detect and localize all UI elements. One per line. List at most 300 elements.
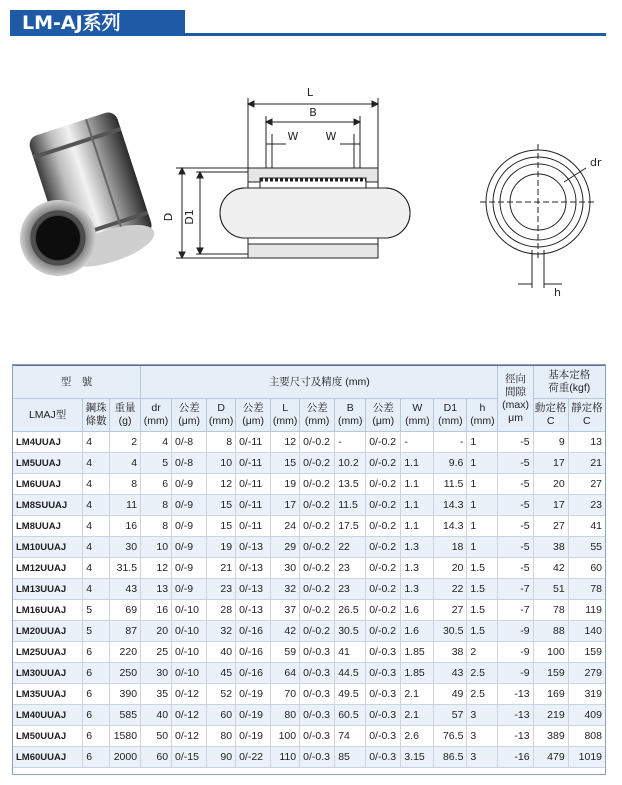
header-B: B (mm) <box>335 399 366 432</box>
header-tol2: 公差 (μm) <box>236 399 271 432</box>
table-cell: 70 <box>271 684 300 705</box>
table-cell: 12 <box>141 558 172 579</box>
table-cell: 5 <box>83 621 110 642</box>
table-cell: - <box>401 432 434 453</box>
table-cell: 4 <box>83 558 110 579</box>
table-cell: 12 <box>207 474 236 495</box>
table-cell: 2 <box>110 432 141 453</box>
table-cell: 0/-0.2 <box>366 537 401 558</box>
table-cell: 4 <box>83 453 110 474</box>
table-cell: 1.85 <box>401 642 434 663</box>
title-underline <box>185 10 606 36</box>
table-cell: 30 <box>141 663 172 684</box>
header-tol1: 公差 (μm) <box>172 399 207 432</box>
table-cell: 0/-0.3 <box>366 705 401 726</box>
table-cell: 0/-0.2 <box>366 621 401 642</box>
table-cell: -5 <box>498 453 533 474</box>
table-cell: 0/-16 <box>236 621 271 642</box>
table-cell: 78 <box>568 579 605 600</box>
model-cell: LM13UUAJ <box>13 579 83 600</box>
header-main-dims: 主要尺寸及精度 (mm) <box>141 365 498 399</box>
table-cell: 0/-0.3 <box>300 747 335 768</box>
model-cell: LM10UUAJ <box>13 537 83 558</box>
table-cell: 51 <box>533 579 568 600</box>
table-cell: 55 <box>568 537 605 558</box>
table-cell: 0/-9 <box>172 474 207 495</box>
label-h: h <box>554 286 561 297</box>
table-cell: 0/-9 <box>172 579 207 600</box>
table-row <box>13 684 606 705</box>
table-cell: 479 <box>533 747 568 768</box>
model-cell: LM4UUAJ <box>13 432 83 453</box>
table-cell: 0/-9 <box>172 495 207 516</box>
table-cell: 6 <box>83 642 110 663</box>
table-cell: 15 <box>271 453 300 474</box>
table-cell: 23 <box>335 579 366 600</box>
table-cell: 30 <box>271 558 300 579</box>
table-cell: 32 <box>207 621 236 642</box>
table-cell: 1 <box>467 495 498 516</box>
header-dr: dr (mm) <box>141 399 172 432</box>
table-cell: 0/-0.2 <box>300 537 335 558</box>
table-cell: 10 <box>141 537 172 558</box>
table-cell: 26.5 <box>335 600 366 621</box>
table-cell: 3 <box>467 747 498 768</box>
table-cell: 38 <box>533 537 568 558</box>
model-cell: LM60UUAJ <box>13 747 83 768</box>
table-cell: 100 <box>271 726 300 747</box>
table-cell: 0/-11 <box>236 432 271 453</box>
table-cell: 0/-0.2 <box>300 474 335 495</box>
table-cell: 90 <box>207 747 236 768</box>
table-cell: 3 <box>467 705 498 726</box>
table-cell: 0/-16 <box>236 642 271 663</box>
table-cell: 1 <box>467 537 498 558</box>
header-tol4: 公差 (μm) <box>366 399 401 432</box>
label-W-right: W <box>325 130 337 143</box>
table-cell: 14.3 <box>434 495 467 516</box>
table-cell: 80 <box>271 705 300 726</box>
table-cell: 0/-0.2 <box>300 621 335 642</box>
table-cell: 0/-0.3 <box>366 642 401 663</box>
table-cell: 64 <box>271 663 300 684</box>
table-cell: 0/-0.2 <box>366 453 401 474</box>
table-cell: 0/-13 <box>236 579 271 600</box>
table-cell: 49.5 <box>335 684 366 705</box>
table-cell: 0/-0.2 <box>366 579 401 600</box>
table-cell: -5 <box>498 537 533 558</box>
table-cell: 1.6 <box>401 621 434 642</box>
table-cell: 0/-19 <box>236 684 271 705</box>
table-cell: 85 <box>335 747 366 768</box>
table-cell: 17 <box>533 495 568 516</box>
table-cell: 1.3 <box>401 579 434 600</box>
table-cell: 0/-0.3 <box>300 705 335 726</box>
table-cell: 40 <box>207 642 236 663</box>
table-cell: 1.1 <box>401 516 434 537</box>
table-cell: 1 <box>467 516 498 537</box>
table-cell: 0/-0.3 <box>366 684 401 705</box>
table-cell: 78 <box>533 600 568 621</box>
table-cell: 0/-11 <box>236 516 271 537</box>
table-cell: -13 <box>498 684 533 705</box>
model-cell: LM8SUUAJ <box>13 495 83 516</box>
header-h: h (mm) <box>467 399 498 432</box>
table-cell: 41 <box>568 516 605 537</box>
table-cell: 119 <box>568 600 605 621</box>
table-cell: 43 <box>434 663 467 684</box>
table-cell: 4 <box>83 537 110 558</box>
table-cell: 0/-8 <box>172 453 207 474</box>
table-cell: 389 <box>533 726 568 747</box>
table-cell: 6 <box>141 474 172 495</box>
table-cell: 6 <box>83 747 110 768</box>
label-W-left: W <box>287 130 299 143</box>
table-cell: 0/-10 <box>172 663 207 684</box>
table-cell: 10 <box>207 453 236 474</box>
label-D1: D1 <box>183 209 196 225</box>
table-cell: 17 <box>533 453 568 474</box>
table-cell: 0/-11 <box>236 495 271 516</box>
table-row <box>13 600 606 621</box>
table-cell: 38 <box>434 642 467 663</box>
table-cell: 1019 <box>568 747 605 768</box>
header-radial-clearance <box>498 365 533 432</box>
table-cell: 11.5 <box>434 474 467 495</box>
table-cell: 29 <box>271 537 300 558</box>
table-cell: 25 <box>141 642 172 663</box>
table-row <box>13 516 606 537</box>
table-row <box>13 705 606 726</box>
table-cell: -13 <box>498 726 533 747</box>
model-cell: LM50UUAJ <box>13 726 83 747</box>
table-cell: 4 <box>141 432 172 453</box>
header-model-group: 型 號 <box>13 365 141 399</box>
table-cell: 86.5 <box>434 747 467 768</box>
table-cell: 0/-0.2 <box>300 516 335 537</box>
table-cell: 8 <box>141 495 172 516</box>
table-cell: 69 <box>110 600 141 621</box>
table-cell: 44.5 <box>335 663 366 684</box>
header-D: D (mm) <box>207 399 236 432</box>
table-cell: 0/-0.3 <box>366 747 401 768</box>
table-cell: 0/-11 <box>236 474 271 495</box>
table-cell: 110 <box>271 747 300 768</box>
table-cell: 13.5 <box>335 474 366 495</box>
table-cell: 20 <box>434 558 467 579</box>
table-cell: 49 <box>434 684 467 705</box>
header-L: L (mm) <box>271 399 300 432</box>
header-balls: 鋼珠 條數 <box>83 399 110 432</box>
table-cell: 0/-10 <box>172 642 207 663</box>
table-cell: 0/-0.2 <box>300 453 335 474</box>
table-cell: 1 <box>467 474 498 495</box>
table-cell: 6 <box>83 705 110 726</box>
table-cell: 0/-0.2 <box>366 558 401 579</box>
model-cell: LM20UUAJ <box>13 621 83 642</box>
table-cell: 21 <box>568 453 605 474</box>
page-title: LM-AJ系列 <box>22 12 121 34</box>
table-cell: 15 <box>207 495 236 516</box>
table-cell: -5 <box>498 474 533 495</box>
table-cell: 0/-12 <box>172 705 207 726</box>
table-cell: 219 <box>533 705 568 726</box>
table-cell: 0/-0.2 <box>366 432 401 453</box>
header-dynamic: 動定格 C <box>533 399 568 432</box>
table-row <box>13 663 606 684</box>
table-cell: 5 <box>141 453 172 474</box>
header-load-rating-text: 基本定格 荷重(kgf) <box>548 369 591 394</box>
table-cell: 43 <box>110 579 141 600</box>
table-row <box>13 495 606 516</box>
table-cell: 2.1 <box>401 705 434 726</box>
table-cell: 45 <box>207 663 236 684</box>
table-cell: 40 <box>141 705 172 726</box>
table-cell: 11 <box>110 495 141 516</box>
table-cell: 0/-19 <box>236 726 271 747</box>
table-cell: 59 <box>271 642 300 663</box>
header-weight: 重量 (g) <box>110 399 141 432</box>
table-cell: 0/-0.2 <box>366 495 401 516</box>
table-cell: 22 <box>335 537 366 558</box>
table-cell: -9 <box>498 621 533 642</box>
table-cell: 0/-11 <box>236 453 271 474</box>
table-cell: 27 <box>533 516 568 537</box>
table-cell: 19 <box>271 474 300 495</box>
table-cell: 0/-13 <box>236 537 271 558</box>
table-cell: 1.1 <box>401 495 434 516</box>
table-cell: -7 <box>498 600 533 621</box>
table-cell: 50 <box>141 726 172 747</box>
table-cell: 0/-13 <box>236 600 271 621</box>
table-cell: 2.5 <box>467 684 498 705</box>
table-cell: 409 <box>568 705 605 726</box>
table-cell: 0/-12 <box>172 726 207 747</box>
table-cell: 2.1 <box>401 684 434 705</box>
table-cell: 17.5 <box>335 516 366 537</box>
table-row <box>13 558 606 579</box>
table-cell: 12 <box>271 432 300 453</box>
table-cell: 6 <box>83 726 110 747</box>
table-cell: 23 <box>335 558 366 579</box>
table-cell: -5 <box>498 516 533 537</box>
table-cell: 27 <box>568 474 605 495</box>
table-cell: 0/-8 <box>172 432 207 453</box>
table-cell: -5 <box>498 495 533 516</box>
table-cell: 1.1 <box>401 453 434 474</box>
table-cell: 4 <box>83 516 110 537</box>
table-cell: 390 <box>110 684 141 705</box>
table-cell: 20 <box>533 474 568 495</box>
model-cell: LM5UUAJ <box>13 453 83 474</box>
table-cell: - <box>335 432 366 453</box>
table-cell: 52 <box>207 684 236 705</box>
table-cell: 0/-10 <box>172 621 207 642</box>
table-cell: 6 <box>83 684 110 705</box>
header-D1: D1 (mm) <box>434 399 467 432</box>
table-cell: 9.6 <box>434 453 467 474</box>
table-cell: 0/-9 <box>172 516 207 537</box>
table-cell: 9 <box>533 432 568 453</box>
table-cell: 1.3 <box>401 558 434 579</box>
table-cell: 87 <box>110 621 141 642</box>
table-row <box>13 453 606 474</box>
table-cell: 11.5 <box>335 495 366 516</box>
table-cell: -5 <box>498 558 533 579</box>
table-cell: 28 <box>207 600 236 621</box>
table-cell: 15 <box>207 516 236 537</box>
model-cell: LM35UUAJ <box>13 684 83 705</box>
table-cell: 1.5 <box>467 558 498 579</box>
bearing-photo <box>8 100 166 278</box>
table-cell: 42 <box>533 558 568 579</box>
table-cell: 42 <box>271 621 300 642</box>
table-cell: 585 <box>110 705 141 726</box>
table-cell: 0/-0.2 <box>300 558 335 579</box>
model-cell: LM30UUAJ <box>13 663 83 684</box>
table-cell: 319 <box>568 684 605 705</box>
table-cell: -13 <box>498 705 533 726</box>
table-cell: 0/-0.3 <box>366 726 401 747</box>
table-cell: 2 <box>467 642 498 663</box>
table-cell: 80 <box>207 726 236 747</box>
table-cell: -7 <box>498 579 533 600</box>
table-cell: 3.15 <box>401 747 434 768</box>
table-cell: 24 <box>271 516 300 537</box>
label-L: L <box>306 86 314 99</box>
table-cell: 4 <box>83 579 110 600</box>
table-cell: 1 <box>467 432 498 453</box>
table-cell: 8 <box>141 516 172 537</box>
table-cell: 74 <box>335 726 366 747</box>
table-cell: 0/-0.2 <box>300 579 335 600</box>
table-cell: -16 <box>498 747 533 768</box>
table-cell: 0/-10 <box>172 600 207 621</box>
table-cell: 60.5 <box>335 705 366 726</box>
title-bar <box>10 10 606 36</box>
table-cell: 88 <box>533 621 568 642</box>
model-cell: LM6UUAJ <box>13 474 83 495</box>
table-cell: -9 <box>498 642 533 663</box>
table-row <box>13 621 606 642</box>
table-cell: 0/-16 <box>236 663 271 684</box>
label-B: B <box>309 106 317 119</box>
table-cell: 0/-0.2 <box>366 600 401 621</box>
table-cell: 18 <box>434 537 467 558</box>
table-cell: 14.3 <box>434 516 467 537</box>
table-cell: 0/-12 <box>172 684 207 705</box>
table-cell: 41 <box>335 642 366 663</box>
table-cell: 76.5 <box>434 726 467 747</box>
table-cell: 0/-22 <box>236 747 271 768</box>
table-cell: 30 <box>110 537 141 558</box>
table-cell: 30.5 <box>434 621 467 642</box>
table-row <box>13 579 606 600</box>
table-cell: 4 <box>83 432 110 453</box>
table-cell: 31.5 <box>110 558 141 579</box>
table-cell: 1.3 <box>401 537 434 558</box>
table-cell: 35 <box>141 684 172 705</box>
model-cell: LM40UUAJ <box>13 705 83 726</box>
table-cell: 100 <box>533 642 568 663</box>
table-cell: 4 <box>83 474 110 495</box>
table-cell: 0/-0.2 <box>300 495 335 516</box>
bearing-drawing <box>160 72 610 297</box>
table-cell: 1 <box>467 453 498 474</box>
table-cell: 2000 <box>110 747 141 768</box>
table-cell: 4 <box>83 495 110 516</box>
table-cell: 13 <box>568 432 605 453</box>
model-cell: LM8UUAJ <box>13 516 83 537</box>
table-cell: 1.85 <box>401 663 434 684</box>
table-cell: 60 <box>141 747 172 768</box>
table-cell: 159 <box>533 663 568 684</box>
table-cell: 140 <box>568 621 605 642</box>
table-cell: 1.5 <box>467 579 498 600</box>
label-dr: dr <box>590 156 602 169</box>
table-cell: 1.6 <box>401 600 434 621</box>
table-cell: 159 <box>568 642 605 663</box>
table-cell: 1.1 <box>401 474 434 495</box>
table-cell: 4 <box>110 453 141 474</box>
header-tol3: 公差 (mm) <box>300 399 335 432</box>
table-cell: 0/-0.3 <box>300 684 335 705</box>
table-row <box>13 474 606 495</box>
table-cell: 0/-0.2 <box>366 516 401 537</box>
table-cell: 20 <box>141 621 172 642</box>
table-cell: 0/-19 <box>236 705 271 726</box>
table-cell: 60 <box>207 705 236 726</box>
table-cell: 1.5 <box>467 600 498 621</box>
table-cell: 808 <box>568 726 605 747</box>
table-cell: 23 <box>568 495 605 516</box>
table-cell: 2.5 <box>467 663 498 684</box>
model-cell: LM25UUAJ <box>13 642 83 663</box>
table-cell: 8 <box>207 432 236 453</box>
table-cell: 0/-0.3 <box>300 642 335 663</box>
table-cell: 2.6 <box>401 726 434 747</box>
table-cell: 279 <box>568 663 605 684</box>
table-cell: 3 <box>467 726 498 747</box>
spec-table-body <box>13 432 606 768</box>
header-W: W (mm) <box>401 399 434 432</box>
table-cell: 0/-9 <box>172 537 207 558</box>
header-model: LMAJ型 <box>13 399 83 432</box>
table-cell: 250 <box>110 663 141 684</box>
table-cell: - <box>434 432 467 453</box>
table-cell: 0/-0.2 <box>300 432 335 453</box>
table-cell: -5 <box>498 432 533 453</box>
table-cell: 13 <box>141 579 172 600</box>
table-row <box>13 537 606 558</box>
table-cell: 1580 <box>110 726 141 747</box>
table-cell: 6 <box>83 663 110 684</box>
table-row <box>13 747 606 768</box>
table-cell: 30.5 <box>335 621 366 642</box>
table-cell: 60 <box>568 558 605 579</box>
header-static: 靜定格 C <box>568 399 605 432</box>
table-cell: 16 <box>110 516 141 537</box>
table-cell: -9 <box>498 663 533 684</box>
table-cell: 0/-0.2 <box>300 600 335 621</box>
table-cell: 17 <box>271 495 300 516</box>
table-cell: 21 <box>207 558 236 579</box>
table-cell: 1.5 <box>467 621 498 642</box>
table-cell: 22 <box>434 579 467 600</box>
model-cell: LM12UUAJ <box>13 558 83 579</box>
table-cell: 5 <box>83 600 110 621</box>
table-cell: 220 <box>110 642 141 663</box>
